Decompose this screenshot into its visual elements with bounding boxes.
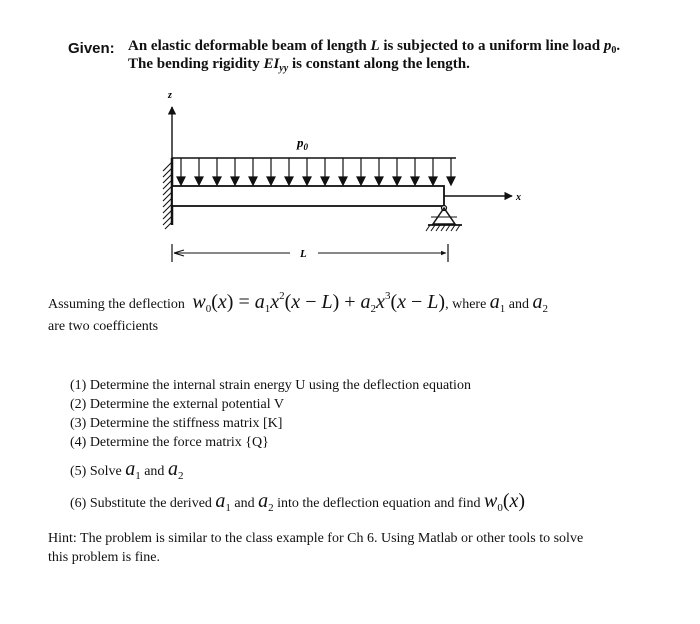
- beam-diagram: [0, 0, 700, 280]
- task-6: (6) Substitute the derived $a_1$ and $a_2$ into the deflection equation and find $w_0(x)$: [70, 490, 526, 514]
- task5-a1: $a_1$: [125, 458, 141, 482]
- given-label: Given:: [68, 40, 115, 57]
- assumption-where: , where: [445, 297, 487, 312]
- deflection-equation: $w_0(x) = a_1x^2(x - L) + a_2x^3(x - L)$: [192, 290, 446, 315]
- beam: [172, 186, 444, 206]
- task-5: (5) Solve $a_1$ and $a_2$: [70, 458, 184, 482]
- task-4: (4) Determine the force matrix {Q}: [70, 435, 269, 450]
- span-dimension: [172, 244, 448, 262]
- given-line1-prefix: An elastic deformable beam of length: [128, 38, 367, 54]
- coefficient-a2: $a_2$: [532, 291, 548, 315]
- assumption-line-2: are two coefficients: [48, 319, 159, 334]
- length-symbol: L: [370, 38, 380, 54]
- span-label: L: [300, 248, 307, 260]
- hint-line-2: this problem is fine.: [48, 550, 160, 565]
- given-line1-middle: is subjected to a uniform line load: [383, 38, 601, 54]
- load-symbol: p: [603, 38, 612, 54]
- coefficient-a1: $a_1$: [489, 291, 506, 315]
- given-line2-prefix: The bending rigidity: [128, 56, 260, 72]
- rigidity-symbol: EI: [263, 56, 280, 72]
- hint-line-1: Hint: The problem is similar to the class example for Ch 6. Using Matlab or other tools to solve: [48, 531, 584, 546]
- assumption-and: and: [508, 297, 529, 312]
- assumption-prefix: Assuming the deflection: [48, 297, 185, 312]
- z-axis-label: z: [168, 90, 172, 101]
- x-axis-label: x: [516, 192, 521, 203]
- task6-a2: $a_2$: [258, 490, 274, 514]
- task-3: (3) Determine the stiffness matrix [K]: [70, 416, 283, 431]
- task-1: (1) Determine the internal strain energy U using the deflection equation: [70, 378, 471, 393]
- task6-a1: $a_1$: [215, 490, 231, 514]
- load-subscript: 0: [611, 45, 617, 56]
- fixed-support: [163, 158, 172, 229]
- given-line2-suffix: is constant along the length.: [291, 56, 470, 72]
- given-line1-suffix: .: [616, 38, 621, 54]
- task5-a2: $a_2$: [167, 458, 184, 482]
- load-arrows: [177, 158, 455, 185]
- pin-support: [426, 206, 462, 232]
- task-2: (2) Determine the external potential V: [70, 397, 284, 412]
- task6-w0: $w_0(x)$: [483, 490, 526, 514]
- rigidity-subscript: yy: [279, 63, 289, 74]
- assumption-line-1: [48, 290, 548, 315]
- load-label: $p_0$: [297, 135, 308, 152]
